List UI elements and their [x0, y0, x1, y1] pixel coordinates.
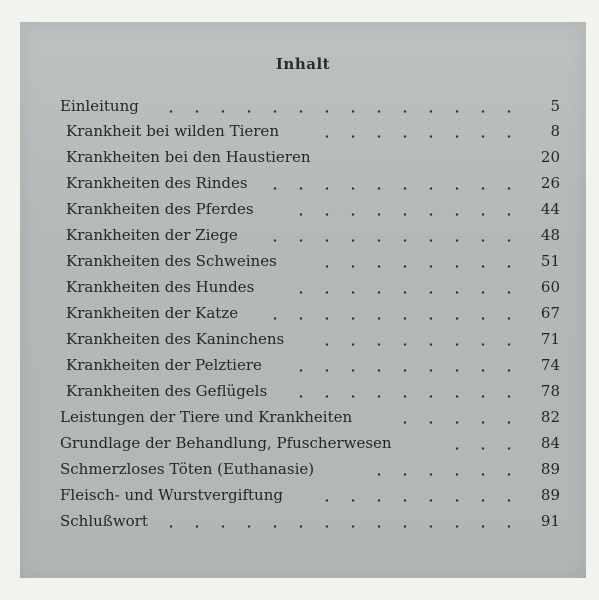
toc-entry-title: Schmerzloses Töten (Euthanasie)	[60, 460, 315, 478]
leader-dots	[280, 213, 522, 216]
leader-dots	[160, 110, 522, 113]
toc-entry	[60, 483, 560, 507]
book-page	[20, 22, 586, 578]
toc-entry-page: 89	[540, 486, 560, 504]
toc-entry-title: Einleitung	[60, 97, 139, 115]
toc-entry	[60, 457, 560, 481]
leader-dots	[326, 135, 522, 138]
toc-entry-title: Krankheiten des Rindes	[66, 174, 248, 192]
toc-entry-title: Krankheiten des Schweines	[66, 252, 277, 270]
toc-entry	[60, 223, 560, 247]
toc-entry-page: 82	[540, 408, 560, 426]
leader-dots	[268, 187, 522, 190]
toc-entry-title: Schlußwort	[60, 512, 148, 530]
toc-entry-title: Krankheiten des Hundes	[66, 278, 255, 296]
toc-entry-page: 48	[540, 226, 560, 244]
leader-dots	[290, 369, 522, 372]
leader-dots	[260, 239, 522, 242]
toc-entry	[60, 197, 560, 221]
toc-entry	[60, 171, 560, 195]
leader-dots	[170, 525, 522, 528]
toc-entry-page: 44	[540, 200, 560, 218]
leader-dots	[276, 291, 522, 294]
toc-entry-page: 89	[540, 460, 560, 478]
toc-entry-title: Krankheiten der Ziege	[66, 226, 238, 244]
toc-entry-title: Krankheiten des Kaninchens	[66, 330, 285, 348]
toc-entry-title: Krankheiten bei den Haustieren	[66, 148, 311, 166]
toc-entry	[60, 327, 560, 351]
toc-entry	[60, 249, 560, 273]
toc-entry-page: 71	[540, 330, 560, 348]
toc-entry-title: Krankheiten der Pelztiere	[66, 356, 262, 374]
toc-entry-title: Krankheit bei wilden Tieren	[66, 122, 279, 140]
page-title: Inhalt	[275, 55, 331, 73]
toc-entry	[60, 94, 560, 118]
toc-entry-page: 74	[540, 356, 560, 374]
toc-entry-page: 5	[550, 97, 560, 115]
toc-entry-page: 78	[540, 382, 560, 400]
leader-dots	[310, 265, 522, 268]
toc-entry-title: Krankheiten des Pferdes	[66, 200, 254, 218]
toc-entry	[60, 431, 560, 455]
toc-entry	[60, 119, 560, 143]
toc-entry-page: 51	[540, 252, 560, 270]
leader-dots	[378, 473, 522, 476]
toc-entry-page: 20	[540, 148, 560, 166]
toc-entry	[60, 405, 560, 429]
toc-entry	[60, 275, 560, 299]
toc-entry-page: 67	[540, 304, 560, 322]
toc-entry-page: 84	[540, 434, 560, 452]
toc-entry-page: 8	[550, 122, 560, 140]
toc-entry	[60, 301, 560, 325]
leader-dots	[324, 499, 522, 502]
leader-dots	[296, 395, 522, 398]
toc-entry	[60, 145, 560, 169]
toc-entry-title: Fleisch- und Wurstvergiftung	[60, 486, 283, 504]
toc-entry-title: Leistungen der Tiere und Krankheiten	[60, 408, 353, 426]
leader-dots	[310, 343, 522, 346]
table-of-contents	[20, 22, 586, 578]
leader-dots	[260, 317, 522, 320]
toc-entry-page: 91	[540, 512, 560, 530]
toc-entry-page: 26	[540, 174, 560, 192]
leader-dots	[450, 447, 522, 450]
toc-entry-title: Krankheiten der Katze	[66, 304, 239, 322]
toc-entry	[60, 379, 560, 403]
leader-dots	[398, 421, 522, 424]
toc-entry-title: Grundlage der Behandlung, Pfuscherwesen	[60, 434, 392, 452]
toc-entry-title: Krankheiten des Geflügels	[66, 382, 268, 400]
toc-entry	[60, 509, 560, 533]
toc-entry-page: 60	[540, 278, 560, 296]
toc-entry	[60, 353, 560, 377]
